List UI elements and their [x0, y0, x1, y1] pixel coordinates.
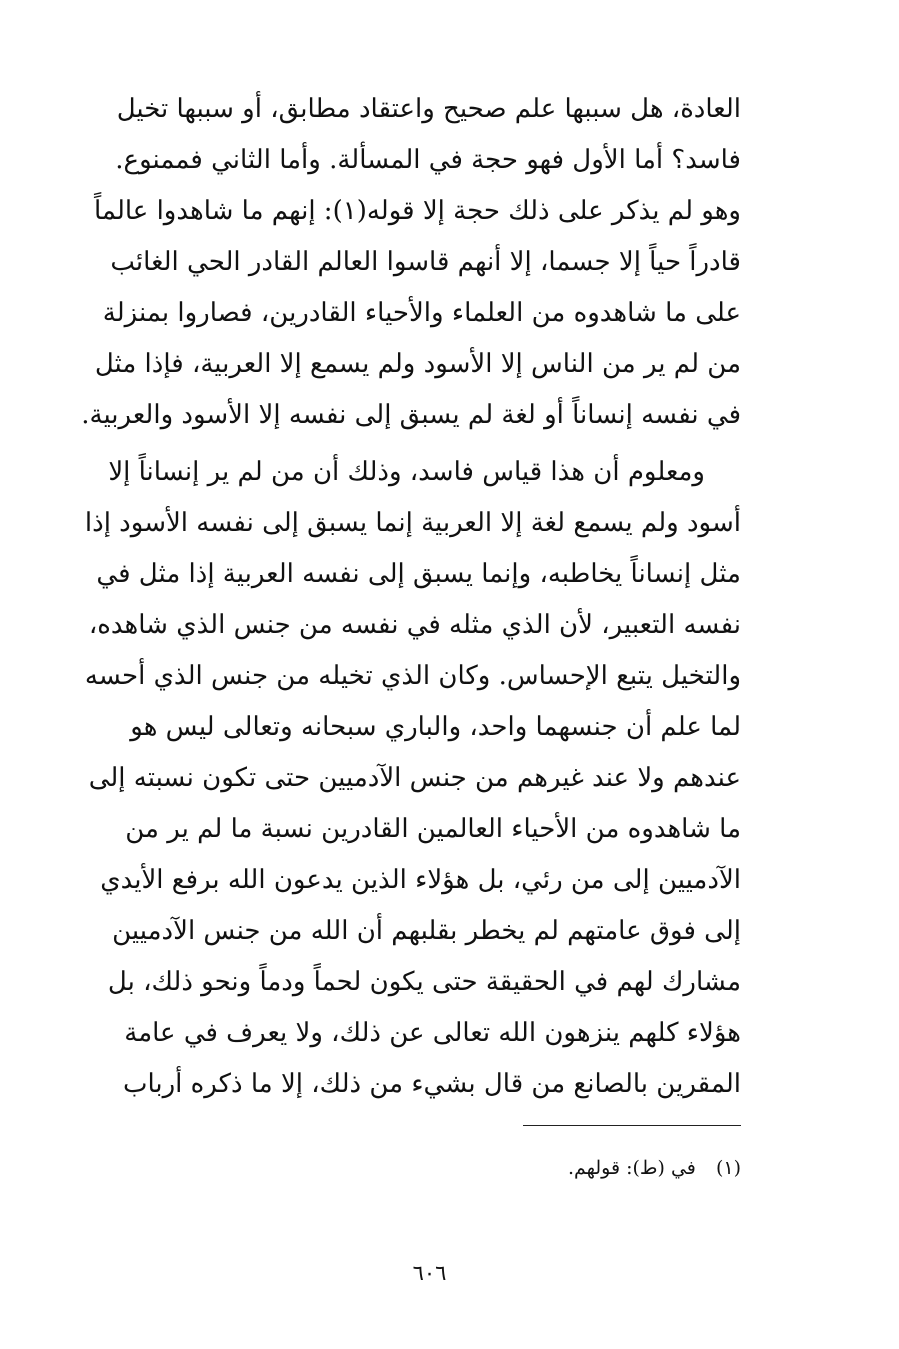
text-line: ما شاهدوه من الأحياء العالمين القادرين نسبة ما لم ير من — [125, 814, 741, 844]
paragraph-1 — [81, 84, 741, 441]
paragraph-2 — [84, 447, 741, 1110]
footnote-divider — [523, 1125, 741, 1126]
text-line: مثل إنساناً يخاطبه، وإنما يسبق إلى نفسه العربية إذا مثل في — [96, 559, 741, 589]
text-line: المقرين بالصانع من قال بشيء من ذلك، إلا ما ذكره أرباب — [122, 1069, 741, 1099]
text-line: مشارك لهم في الحقيقة حتى يكون لحماً ودماً ونحو ذلك، بل — [107, 967, 741, 997]
text-line: نفسه التعبير، لأن الذي مثله في نفسه من جنس الذي شاهده، — [88, 610, 741, 640]
text-line: والتخيل يتبع الإحساس. وكان الذي تخيله من جنس الذي أحسه — [84, 661, 741, 691]
text-line: إلى فوق عامتهم لم يخطر بقلبهم أن الله من جنس الآدميين — [112, 916, 741, 946]
text-line: أسود ولم يسمع لغة إلا العربية إنما يسبق إلى نفسه الأسود إذا — [84, 508, 741, 538]
text-line: لما علم أن جنسهما واحد، والباري سبحانه وتعالى ليس هو — [130, 712, 741, 742]
footnote-number: (١) — [715, 1157, 741, 1179]
footnote — [568, 1154, 741, 1182]
text-line: هؤلاء كلهم ينزهون الله تعالى عن ذلك، ولا يعرف في عامة — [124, 1018, 741, 1048]
footnote-text: في (ط): قولهم. — [567, 1157, 696, 1179]
text-line: من لم ير من الناس إلا الأسود ولم يسمع إلا العربية، فإذا مثل — [94, 349, 741, 379]
text-line: فاسد؟ أما الأول فهو حجة في المسألة. وأما الثاني فممنوع. — [115, 145, 741, 175]
text-line: ومعلوم أن هذا قياس فاسد، وذلك أن من لم ير إنساناً إلا — [108, 457, 705, 487]
text-line: في نفسه إنساناً أو لغة لم يسبق إلى نفسه إلا الأسود والعربية. — [81, 400, 741, 430]
page-number: ٦٠٦ — [412, 1261, 447, 1285]
text-line: على ما شاهدوه من العلماء والأحياء القادرين، فصاروا بمنزلة — [102, 298, 741, 328]
text-line: وهو لم يذكر على ذلك حجة إلا قوله(١): إنهم ما شاهدوا عالماً — [94, 196, 741, 226]
text-line: العادة، هل سببها علم صحيح واعتقاد مطابق، أو سببها تخيل — [116, 94, 741, 124]
text-line: قادراً حياً إلا جسما، إلا أنهم قاسوا العالم القادر الحي الغائب — [110, 247, 741, 277]
text-line: الآدميين إلى من رئي، بل هؤلاء الذين يدعون الله برفع الأيدي — [100, 865, 741, 895]
text-line: عندهم ولا عند غيرهم من جنس الآدميين حتى تكون نسبته إلى — [88, 763, 741, 793]
main-text — [81, 84, 741, 1110]
